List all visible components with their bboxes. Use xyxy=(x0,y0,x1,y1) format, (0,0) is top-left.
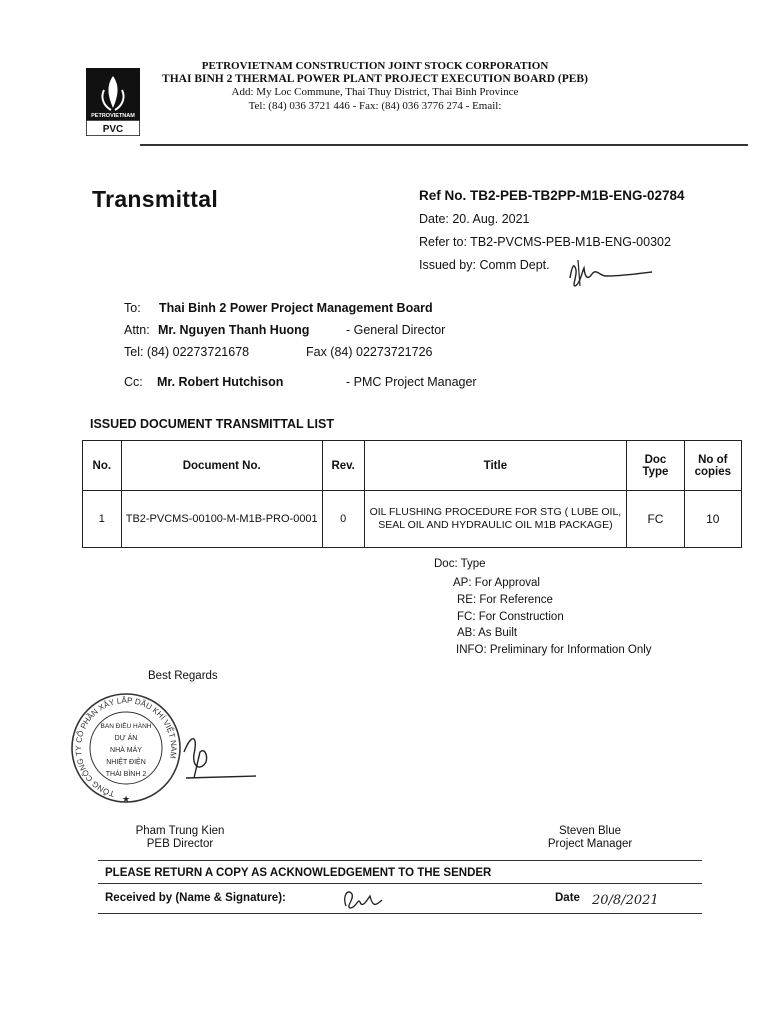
right-signatory-role: Project Manager xyxy=(547,838,633,850)
header-divider xyxy=(140,144,748,146)
cc-label: Cc: xyxy=(124,375,143,389)
receiver-signature xyxy=(338,886,384,919)
board-name: THAI BINH 2 THERMAL POWER PLANT PROJECT EXECUTION BOARD (PEB) xyxy=(162,73,588,85)
to-label: To: xyxy=(124,301,141,315)
stamp-line: THÁI BÌNH 2 xyxy=(105,771,147,778)
company-stamp xyxy=(66,692,266,815)
cell-title: OIL FLUSHING PROCEDURE FOR STG ( LUBE OIL, SEAL OIL AND HYDRAULIC OIL M1B PACKAGE) xyxy=(364,491,627,548)
doc-date: Date: 20. Aug. 2021 xyxy=(419,212,530,226)
stamp-line: NHÀ MÁY xyxy=(110,747,142,754)
footer-divider xyxy=(98,883,702,884)
acknowledgement-notice: PLEASE RETURN A COPY AS ACKNOWLEDGEMENT TO THE SENDER xyxy=(105,867,492,879)
company-name: PETROVIETNAM CONSTRUCTION JOINT STOCK CORPORATION xyxy=(201,60,549,72)
cc-role: - PMC Project Manager xyxy=(346,375,477,389)
logo-text-top: PETROVIETNAM xyxy=(91,113,135,119)
reference-number: Ref No. TB2-PEB-TB2PP-M1B-ENG-02784 xyxy=(419,188,685,203)
page-title: Transmittal xyxy=(92,186,219,212)
received-date: 20/8/2021 xyxy=(592,893,659,908)
fax: Fax (84) 02273721726 xyxy=(306,345,433,359)
doc-type-item: INFO: Preliminary for Information Only xyxy=(456,644,652,656)
cell-doc-no: TB2-PVCMS-00100-M-M1B-PRO-0001 xyxy=(121,491,322,548)
tel: Tel: (84) 02273721678 xyxy=(124,345,250,359)
left-signatory-role: PEB Director xyxy=(146,838,214,850)
col-header-doc-no: Document No. xyxy=(121,441,322,491)
attn-role: - General Director xyxy=(346,323,446,337)
cell-no: 1 xyxy=(83,491,122,548)
stamp-line: DỰ ÁN xyxy=(114,735,138,742)
left-signatory-name: Pham Trung Kien xyxy=(135,825,225,837)
cell-doc-type: FC xyxy=(627,491,684,548)
doc-type-item: FC: For Construction xyxy=(457,611,564,623)
footer-divider xyxy=(98,860,702,861)
issued-by: Issued by: Comm Dept. xyxy=(419,258,550,272)
stamp-outer-text: TỔNG CÔNG TY CỔ PHẦN XÂY LẮP DẦU KHÍ VIỆT NAM xyxy=(74,695,179,799)
col-header-copies: No of copies xyxy=(684,441,741,491)
closing-text: Best Regards xyxy=(148,670,218,682)
logo-text-bottom: PVC xyxy=(102,124,124,135)
date-label: Date xyxy=(555,892,580,904)
cc-name: Mr. Robert Hutchison xyxy=(157,375,284,389)
petrovietnam-logo xyxy=(86,68,140,136)
cell-copies: 10 xyxy=(684,491,741,548)
doc-type-heading: Doc: Type xyxy=(434,558,486,570)
table-row xyxy=(83,491,742,548)
col-header-doc-type: Doc Type xyxy=(627,441,684,491)
svg-text:★: ★ xyxy=(121,794,131,804)
to-value: Thai Binh 2 Power Project Management Board xyxy=(159,301,433,315)
received-by-label: Received by (Name & Signature): xyxy=(105,892,286,904)
refer-to: Refer to: TB2-PVCMS-PEB-M1B-ENG-00302 xyxy=(419,235,671,249)
footer-divider xyxy=(98,913,702,914)
doc-type-item: RE: For Reference xyxy=(457,594,553,606)
doc-type-item: AP: For Approval xyxy=(453,577,540,589)
col-header-no: No. xyxy=(83,441,122,491)
issuer-signature xyxy=(566,256,656,295)
stamp-line: BAN ĐIỀU HÀNH xyxy=(100,723,152,730)
attn-label: Attn: xyxy=(124,323,150,337)
doc-type-item: AB: As Built xyxy=(457,627,518,639)
transmittal-list-title: ISSUED DOCUMENT TRANSMITTAL LIST xyxy=(90,417,334,431)
company-address: Add: My Loc Commune, Thai Thuy District, Thai Binh Province xyxy=(231,86,519,98)
company-contact: Tel: (84) 036 3721 446 - Fax: (84) 036 3776 274 - Email: xyxy=(248,100,502,112)
col-header-title: Title xyxy=(364,441,627,491)
table-header-row xyxy=(83,441,742,491)
cell-rev: 0 xyxy=(322,491,364,548)
transmittal-table xyxy=(82,440,742,548)
right-signatory-name: Steven Blue xyxy=(558,825,621,837)
col-header-rev: Rev. xyxy=(322,441,364,491)
stamp-line: NHIỆT ĐIỆN xyxy=(106,759,146,766)
attn-name: Mr. Nguyen Thanh Huong xyxy=(158,323,310,337)
